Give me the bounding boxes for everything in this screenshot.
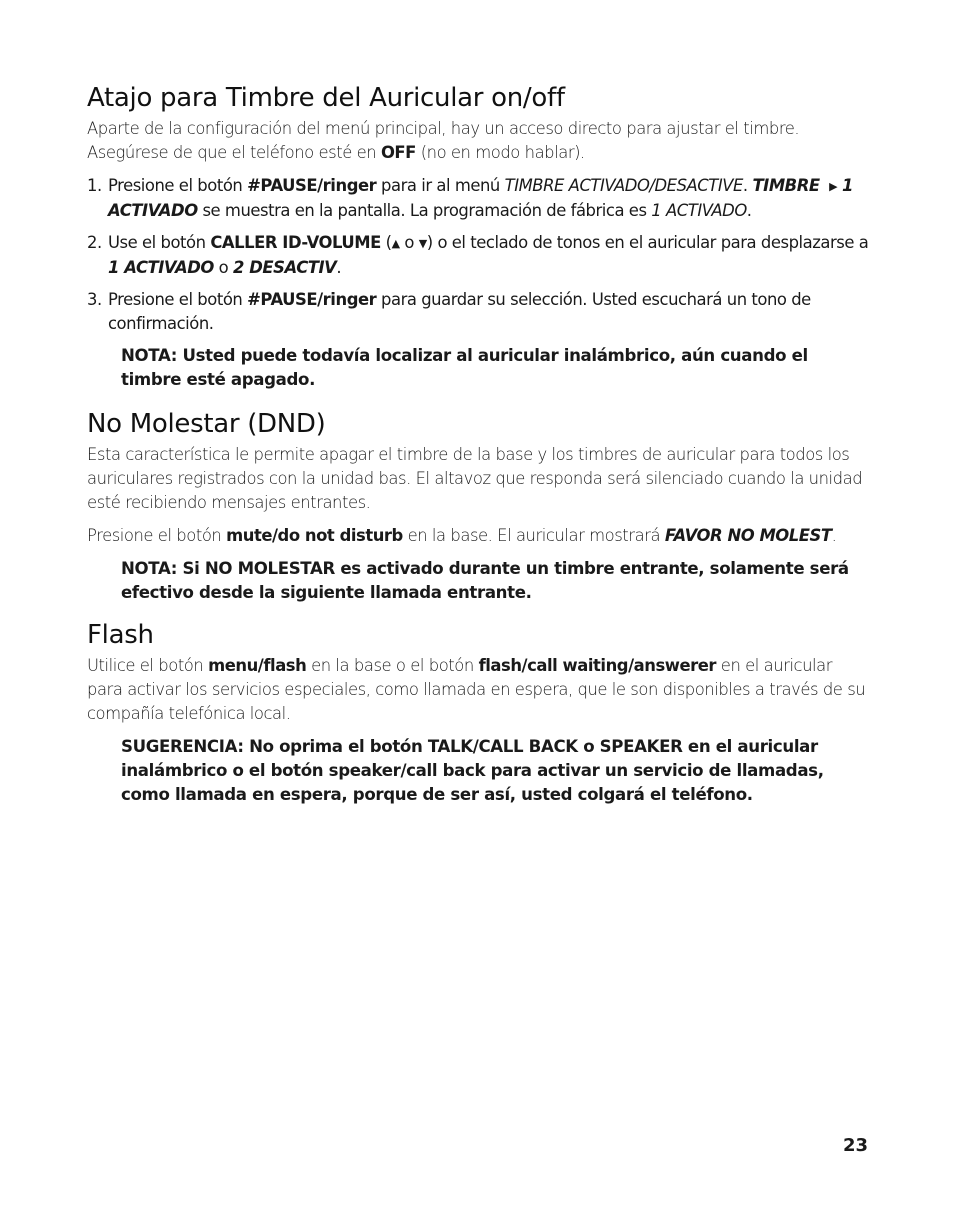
manual-page xyxy=(87,82,872,807)
dnd-note: NOTA: Si NO MOLESTAR es activado durante un timbre entrante, solamente será efectivo desde la siguiente llamada entrante. xyxy=(121,559,849,602)
ringer-note: NOTA: Usted puede todavía localizar al auricular inalámbrico, aún cuando el timbre esté apagado. xyxy=(121,346,808,389)
flash-description: Utilice el botón menu/flash en la base o el botón flash/call waiting/answerer en el auricular para activar los servicios especiales, como llamada en espera, que le son disponibles a través de su compañía telefónica local. xyxy=(87,656,866,723)
section-flash xyxy=(87,619,872,807)
section-title-flash: Flash xyxy=(87,620,154,650)
arrow-up-icon: ▲ xyxy=(391,237,400,250)
section-title-ringer: Atajo para Timbre del Auricular on/off xyxy=(87,83,565,113)
section-dnd xyxy=(87,408,872,605)
step-3: 3. Presione el botón #PAUSE/ringer para guardar su selección. Usted escuchará un tono de confirmación. xyxy=(87,290,811,333)
flash-tip: SUGERENCIA: No oprima el botón TALK/CALL BACK o SPEAKER en el auricular inalámbrico o el botón speaker/call back para activar un servicio de llamadas, como llamada en espera, porque de ser así, usted colgará el teléfono. xyxy=(121,737,824,804)
section-ringer-shortcut xyxy=(87,82,872,392)
dnd-instruction: Presione el botón mute/do not disturb en la base. El auricular mostrará FAVOR NO MOLEST. xyxy=(87,526,837,545)
page-number: 23 xyxy=(843,1135,869,1156)
arrow-down-icon: ▼ xyxy=(418,237,427,250)
ringer-steps xyxy=(87,174,872,336)
step-2: 2. Use el botón CALLER ID-VOLUME (▲ o ▼) o el teclado de tonos en el auricular para desplazarse a 1 ACTIVADO o 2 DESACTIV. xyxy=(87,233,869,277)
dnd-description: Esta característica le permite apagar el timbre de la base y los timbres de auricular para todos los auriculares registrados con la unidad bas. El altavoz que responda será silenciado cuando la unidad esté recibiendo mensajes entrantes. xyxy=(87,445,863,512)
section-title-dnd: No Molestar (DND) xyxy=(87,409,326,439)
arrow-right-icon: ▶ xyxy=(829,180,838,193)
ringer-intro: Aparte de la configuración del menú principal, hay un acceso directo para ajustar el timbre. Asegúrese de que el teléfono esté en OFF (no en modo hablar). xyxy=(87,119,800,162)
step-1: 1. Presione el botón #PAUSE/ringer para ir al menú TIMBRE ACTIVADO/DESACTIVE. TIMBRE ▶ 1 ACTIVADO se muestra en la pantalla. La programación de fábrica es 1 ACTIVADO. xyxy=(87,176,853,220)
